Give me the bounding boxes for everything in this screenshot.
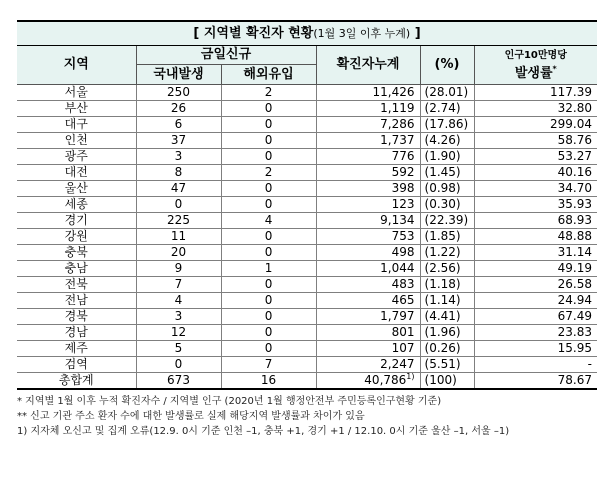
title-main: [ 지역별 확진자 현황 xyxy=(193,26,314,41)
cell-overseas: 2 xyxy=(221,165,316,181)
regional-case-status xyxy=(17,20,597,439)
cell-region: 경기 xyxy=(17,213,136,229)
cell-cumulative: 398 xyxy=(316,181,420,197)
header-per100k-bottom: 발생률 xyxy=(514,66,553,81)
cell-percent: (4.41) xyxy=(420,309,474,325)
cell-domestic: 12 xyxy=(136,325,221,341)
table-row xyxy=(17,245,597,261)
cell-region: 검역 xyxy=(17,357,136,373)
cell-overseas: 4 xyxy=(221,213,316,229)
cell-region: 부산 xyxy=(17,101,136,117)
cell-percent: (22.39) xyxy=(420,213,474,229)
header-per100k xyxy=(474,46,597,85)
cell-region: 세종 xyxy=(17,197,136,213)
cell-region: 전남 xyxy=(17,293,136,309)
cell-cumulative: 1,119 xyxy=(316,101,420,117)
header-region: 지역 xyxy=(17,46,136,85)
cell-overseas: 0 xyxy=(221,229,316,245)
table-title xyxy=(17,20,597,46)
cell-domestic: 11 xyxy=(136,229,221,245)
cell-region: 인천 xyxy=(17,133,136,149)
total-domestic: 673 xyxy=(136,373,221,390)
cell-rate: 40.16 xyxy=(474,165,597,181)
cell-percent: (28.01) xyxy=(420,85,474,101)
cell-percent: (0.26) xyxy=(420,341,474,357)
cell-rate: - xyxy=(474,357,597,373)
cell-overseas: 0 xyxy=(221,293,316,309)
cell-cumulative: 9,134 xyxy=(316,213,420,229)
header-new-cases: 금일신규 xyxy=(136,46,316,65)
cell-overseas: 0 xyxy=(221,325,316,341)
cell-cumulative: 498 xyxy=(316,245,420,261)
total-row xyxy=(17,373,597,390)
cell-rate: 117.39 xyxy=(474,85,597,101)
cell-percent: (4.26) xyxy=(420,133,474,149)
cell-domestic: 47 xyxy=(136,181,221,197)
cell-region: 강원 xyxy=(17,229,136,245)
cell-domestic: 26 xyxy=(136,101,221,117)
cell-domestic: 250 xyxy=(136,85,221,101)
cell-rate: 49.19 xyxy=(474,261,597,277)
cell-region: 제주 xyxy=(17,341,136,357)
header-overseas: 해외유입 xyxy=(221,65,316,85)
cell-overseas: 0 xyxy=(221,309,316,325)
footnote-2: ** 신고 기관 주소 환자 수에 대한 발생률로 실제 해당지역 발생률과 차이가 있음 xyxy=(17,411,365,422)
header-per100k-mark: * xyxy=(552,64,557,74)
footnotes xyxy=(17,394,597,439)
title-sub: (1월 3일 이후 누계) xyxy=(313,27,411,40)
cell-percent: (1.22) xyxy=(420,245,474,261)
cell-percent: (1.14) xyxy=(420,293,474,309)
header-percent: (%) xyxy=(420,46,474,85)
cell-percent: (5.51) xyxy=(420,357,474,373)
cell-overseas: 0 xyxy=(221,117,316,133)
table-row xyxy=(17,213,597,229)
cell-cumulative: 753 xyxy=(316,229,420,245)
cell-domestic: 20 xyxy=(136,245,221,261)
table-row xyxy=(17,85,597,101)
table-row xyxy=(17,293,597,309)
cell-cumulative: 1,737 xyxy=(316,133,420,149)
cell-cumulative: 776 xyxy=(316,149,420,165)
cell-region: 경북 xyxy=(17,309,136,325)
cell-percent: (2.56) xyxy=(420,261,474,277)
cell-rate: 26.58 xyxy=(474,277,597,293)
cell-cumulative: 1,044 xyxy=(316,261,420,277)
cell-rate: 15.95 xyxy=(474,341,597,357)
cell-domestic: 3 xyxy=(136,149,221,165)
cell-rate: 58.76 xyxy=(474,133,597,149)
cell-cumulative: 11,426 xyxy=(316,85,420,101)
total-cumulative-mark: 1) xyxy=(406,372,415,381)
cell-domestic: 37 xyxy=(136,133,221,149)
cell-domestic: 6 xyxy=(136,117,221,133)
cell-overseas: 0 xyxy=(221,277,316,293)
cell-overseas: 7 xyxy=(221,357,316,373)
cell-region: 울산 xyxy=(17,181,136,197)
cell-region: 대전 xyxy=(17,165,136,181)
footnote-1: * 지역별 1월 이후 누적 확진자수 / 지역별 인구 (2020년 1월 행정안전부 주민등록인구현황 기준) xyxy=(17,396,442,407)
cell-rate: 23.83 xyxy=(474,325,597,341)
total-cumulative xyxy=(316,373,420,390)
table-row xyxy=(17,101,597,117)
cell-domestic: 9 xyxy=(136,261,221,277)
table-row xyxy=(17,277,597,293)
cell-cumulative: 483 xyxy=(316,277,420,293)
total-overseas: 16 xyxy=(221,373,316,390)
cell-rate: 48.88 xyxy=(474,229,597,245)
cell-region: 충남 xyxy=(17,261,136,277)
cell-percent: (0.98) xyxy=(420,181,474,197)
footnote-3: 1) 지자체 오신고 및 집계 오류(12.9. 0시 기준 인천 –1, 충북 +1, 경기 +1 / 12.10. 0시 기준 울산 –1, 서울 –1) xyxy=(17,426,510,437)
cell-cumulative: 107 xyxy=(316,341,420,357)
cell-rate: 53.27 xyxy=(474,149,597,165)
cell-overseas: 0 xyxy=(221,101,316,117)
cell-cumulative: 123 xyxy=(316,197,420,213)
cell-overseas: 0 xyxy=(221,197,316,213)
cell-region: 경남 xyxy=(17,325,136,341)
table-row xyxy=(17,357,597,373)
cell-rate: 299.04 xyxy=(474,117,597,133)
cell-domestic: 8 xyxy=(136,165,221,181)
total-percent: (100) xyxy=(420,373,474,390)
cell-overseas: 0 xyxy=(221,181,316,197)
cell-rate: 24.94 xyxy=(474,293,597,309)
cell-region: 충북 xyxy=(17,245,136,261)
cell-percent: (2.74) xyxy=(420,101,474,117)
cell-cumulative: 465 xyxy=(316,293,420,309)
cell-percent: (0.30) xyxy=(420,197,474,213)
table-row xyxy=(17,181,597,197)
total-cumulative-value: 40,786 xyxy=(364,373,407,387)
table-row xyxy=(17,341,597,357)
cell-rate: 32.80 xyxy=(474,101,597,117)
cell-percent: (1.96) xyxy=(420,325,474,341)
table-row xyxy=(17,117,597,133)
table-row xyxy=(17,261,597,277)
cell-overseas: 2 xyxy=(221,85,316,101)
table-row xyxy=(17,149,597,165)
table-row xyxy=(17,133,597,149)
table-row xyxy=(17,165,597,181)
cell-cumulative: 7,286 xyxy=(316,117,420,133)
cell-overseas: 0 xyxy=(221,133,316,149)
cell-rate: 35.93 xyxy=(474,197,597,213)
title-close: ] xyxy=(410,26,421,41)
cell-percent: (1.85) xyxy=(420,229,474,245)
cell-rate: 31.14 xyxy=(474,245,597,261)
total-region: 총합계 xyxy=(17,373,136,390)
cell-rate: 68.93 xyxy=(474,213,597,229)
cell-rate: 67.49 xyxy=(474,309,597,325)
cell-overseas: 0 xyxy=(221,341,316,357)
table-row xyxy=(17,309,597,325)
cell-percent: (1.45) xyxy=(420,165,474,181)
header-per100k-top: 인구10만명당 xyxy=(504,50,567,61)
cell-overseas: 1 xyxy=(221,261,316,277)
table-row xyxy=(17,229,597,245)
cell-domestic: 7 xyxy=(136,277,221,293)
cell-domestic: 0 xyxy=(136,357,221,373)
cell-domestic: 0 xyxy=(136,197,221,213)
cell-cumulative: 592 xyxy=(316,165,420,181)
cases-table xyxy=(17,46,597,390)
cell-cumulative: 801 xyxy=(316,325,420,341)
cell-percent: (17.86) xyxy=(420,117,474,133)
table-row xyxy=(17,325,597,341)
cell-domestic: 3 xyxy=(136,309,221,325)
cell-overseas: 0 xyxy=(221,149,316,165)
cell-region: 전북 xyxy=(17,277,136,293)
table-row xyxy=(17,197,597,213)
cell-region: 대구 xyxy=(17,117,136,133)
cell-rate: 34.70 xyxy=(474,181,597,197)
total-rate: 78.67 xyxy=(474,373,597,390)
cell-domestic: 4 xyxy=(136,293,221,309)
cell-region: 서울 xyxy=(17,85,136,101)
cell-domestic: 5 xyxy=(136,341,221,357)
cell-domestic: 225 xyxy=(136,213,221,229)
header-domestic: 국내발생 xyxy=(136,65,221,85)
cell-cumulative: 1,797 xyxy=(316,309,420,325)
cell-region: 광주 xyxy=(17,149,136,165)
cell-percent: (1.18) xyxy=(420,277,474,293)
cell-percent: (1.90) xyxy=(420,149,474,165)
cell-overseas: 0 xyxy=(221,245,316,261)
header-cumulative: 확진자누계 xyxy=(316,46,420,85)
cell-cumulative: 2,247 xyxy=(316,357,420,373)
